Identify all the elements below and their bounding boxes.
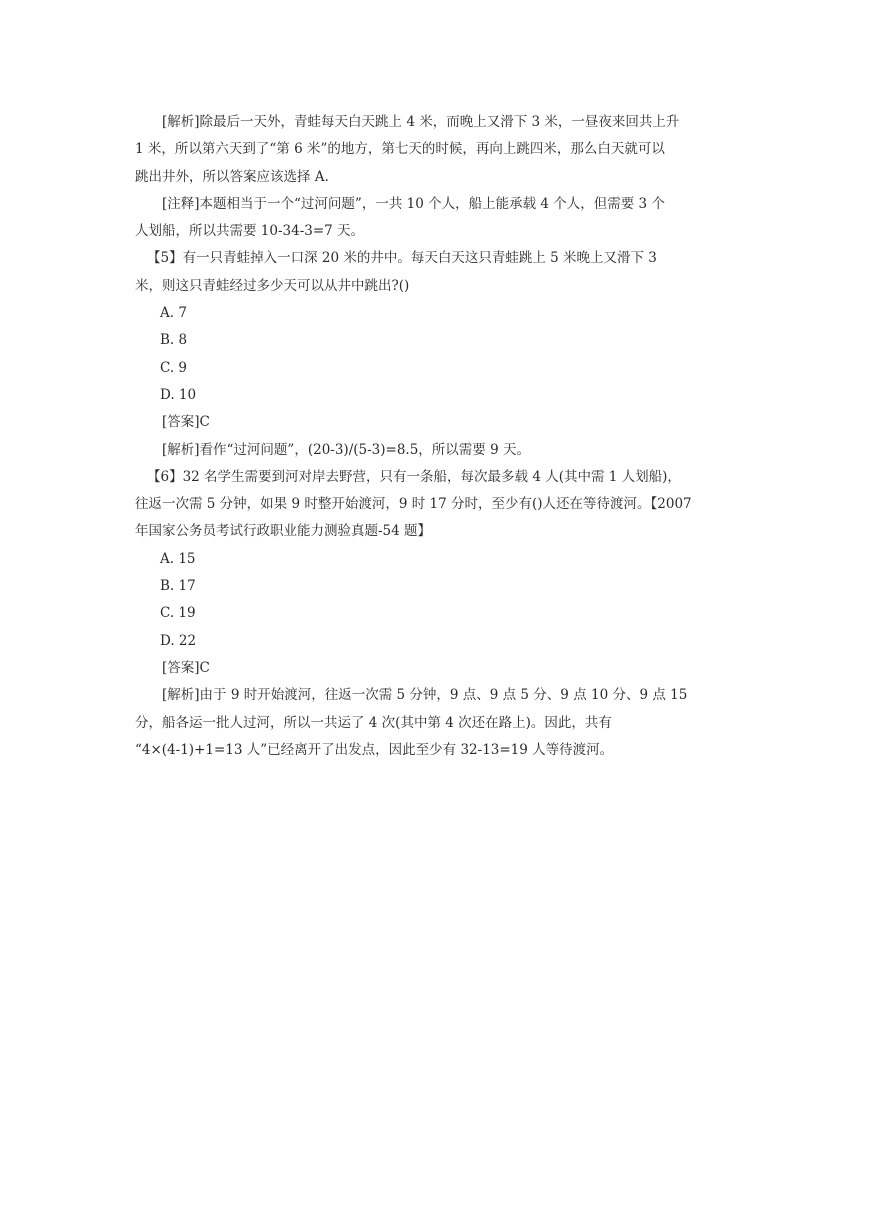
text-line: [解析]除最后一天外，青蛙每天白天跳上 4 米，而晚上又滑下 3 米，一昼夜来回共上升	[162, 114, 680, 130]
text-line: 往返一次需 5 分钟，如果 9 时整开始渡河，9 时 17 分时，至少有()人还在等待渡河。【2007	[135, 496, 692, 513]
question-6-answer: [答案]C	[162, 659, 210, 676]
text-line: “4×(4-1)+1=13 人”已经离开了出发点，因此至少有 32-13=19 人等待渡河。	[135, 741, 614, 758]
text-line: 跳出井外，所以答案应该选择 A.	[135, 168, 329, 185]
option-d: D. 10	[160, 386, 197, 403]
text-line: 【6】32 名学生需要到河对岸去野营，只有一条船，每次最多载 4 人(其中需 1 人划船)，	[147, 468, 681, 485]
document-content	[135, 109, 735, 764]
question-5-answer: [答案]C	[162, 414, 210, 431]
option-c: C. 9	[160, 359, 188, 376]
option-c: C. 19	[160, 605, 196, 622]
text-line: 米，则这只青蛙经过多少天可以从井中跳出?()	[135, 277, 410, 294]
text-line: [解析]由于 9 时开始渡河，往返一次需 5 分钟，9 点、9 点 5 分、9 点 10 分、9 点 15	[162, 687, 688, 704]
text-line: 1 米，所以第六天到了“第 6 米”的地方，第七天的时候，再向上跳四米，那么白天就可以	[135, 141, 665, 158]
option-a: A. 15	[160, 550, 196, 567]
question-6-stem	[135, 464, 735, 546]
option-d: D. 22	[160, 632, 197, 649]
question-6-options	[135, 546, 735, 655]
note-paragraph-q4	[135, 191, 735, 246]
option-b: B. 8	[160, 332, 188, 349]
text-line: [注释]本题相当于一个“过河问题”，一共 10 个人，船上能承载 4 个人，但需要 3 个	[162, 195, 665, 212]
question-5-analysis: [解析]看作“过河问题”，(20-3)/(5-3)=8.5，所以需要 9 天。	[162, 441, 530, 458]
question-5-stem	[135, 245, 735, 300]
text-line: 人划船，所以共需要 10-34-3=7 天。	[135, 223, 365, 240]
option-b: B. 17	[160, 578, 196, 595]
analysis-paragraph-q4	[135, 109, 735, 191]
text-line: 年国家公务员考试行政职业能力测验真题-54 题】	[135, 523, 432, 540]
question-6-analysis	[135, 682, 735, 764]
text-line: 【5】有一只青蛙掉入一口深 20 米的井中。每天白天这只青蛙跳上 5 米晚上又滑下 3	[147, 250, 657, 267]
text-line: 分，船各运一批人过河，所以一共运了 4 次(其中第 4 次还在路上)。因此，共有	[135, 714, 612, 731]
option-a: A. 7	[160, 305, 187, 322]
question-5-options	[135, 300, 735, 409]
